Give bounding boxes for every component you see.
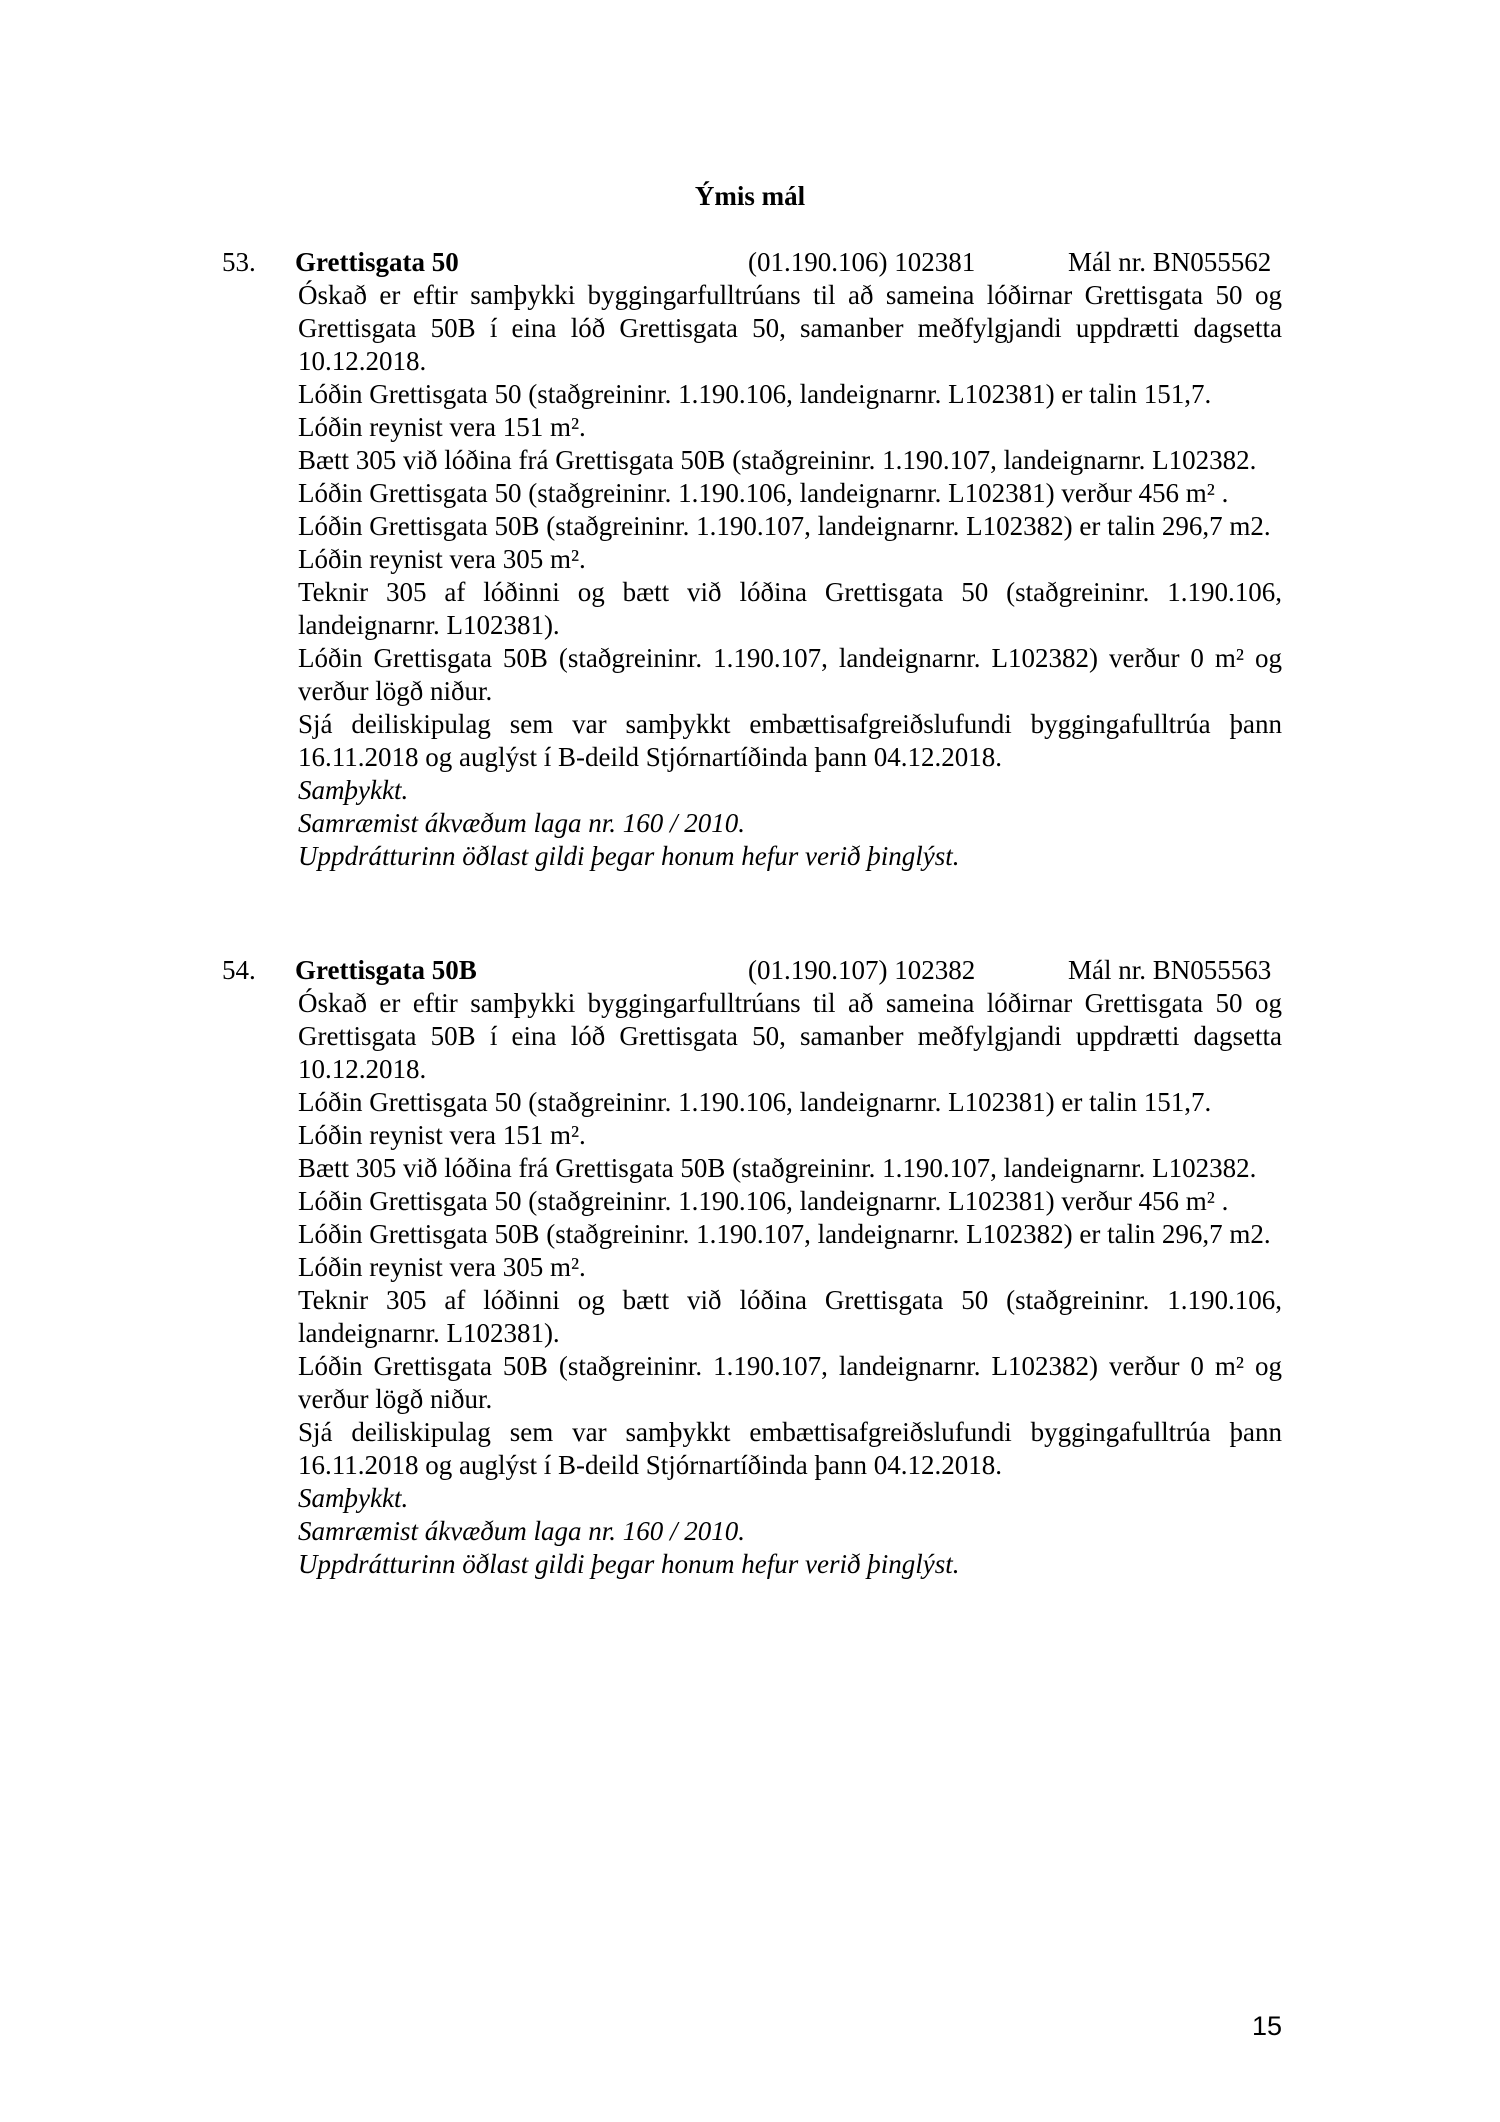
case-paragraph: Lóðin reynist vera 305 m². <box>298 1252 586 1282</box>
case-paragraph: Óskað er eftir samþykki byggingarfulltrúans til að sameina lóðirnar Grettisgata 50 og Grettisgata 50B í eina lóð Grettisgata 50, samanber meðfylgjandi uppdrætti dagsetta 10.12.2018. <box>298 280 1282 376</box>
decision-line: Samþykkt. <box>298 1483 409 1513</box>
decision-line: Uppdrátturinn öðlast gildi þegar honum hefur verið þinglýst. <box>298 1549 960 1579</box>
case-paragraph: Sjá deiliskipulag sem var samþykkt embættisafgreiðslufundi byggingafulltrúa þann 16.11.2018 og auglýst í B-deild Stjórnartíðinda þann 04.12.2018. <box>298 1417 1282 1480</box>
case-paragraph: Lóðin Grettisgata 50 (staðgreininr. 1.190.106, landeignarnr. L102381) verður 456 m² . <box>298 478 1229 508</box>
decision-line: Uppdrátturinn öðlast gildi þegar honum hefur verið þinglýst. <box>298 841 960 871</box>
case-paragraph: Teknir 305 af lóðinni og bætt við lóðina Grettisgata 50 (staðgreininr. 1.190.106, landeignarnr. L102381). <box>298 577 1282 640</box>
case-item <box>0 954 1500 1581</box>
case-lot-id: (01.190.107) 102382 <box>748 955 976 985</box>
case-paragraph: Lóðin Grettisgata 50 (staðgreininr. 1.190.106, landeignarnr. L102381) er talin 151,7. <box>298 379 1212 409</box>
case-paragraph: Lóðin reynist vera 151 m². <box>298 412 586 442</box>
case-paragraph: Lóðin Grettisgata 50B (staðgreininr. 1.190.107, landeignarnr. L102382) verður 0 m² og verður lögð niður. <box>298 1351 1282 1414</box>
case-lot-id: (01.190.106) 102381 <box>748 247 976 277</box>
case-number: 53. <box>222 247 256 277</box>
case-paragraph: Lóðin reynist vera 305 m². <box>298 544 586 574</box>
case-paragraph: Lóðin Grettisgata 50B (staðgreininr. 1.190.107, landeignarnr. L102382) er talin 296,7 m2. <box>298 511 1271 541</box>
case-paragraph: Lóðin reynist vera 151 m². <box>298 1120 586 1150</box>
case-paragraph: Lóðin Grettisgata 50 (staðgreininr. 1.190.106, landeignarnr. L102381) er talin 151,7. <box>298 1087 1212 1117</box>
case-paragraph: Lóðin Grettisgata 50 (staðgreininr. 1.190.106, landeignarnr. L102381) verður 456 m² . <box>298 1186 1229 1216</box>
case-body <box>298 279 1282 873</box>
case-paragraph: Bætt 305 við lóðina frá Grettisgata 50B (staðgreininr. 1.190.107, landeignarnr. L102382. <box>298 445 1257 475</box>
case-item <box>0 246 1500 873</box>
case-paragraph: Lóðin Grettisgata 50B (staðgreininr. 1.190.107, landeignarnr. L102382) er talin 296,7 m2. <box>298 1219 1271 1249</box>
case-header <box>0 246 1500 279</box>
page-number: 15 <box>1251 2011 1282 2041</box>
case-paragraph: Óskað er eftir samþykki byggingarfulltrúans til að sameina lóðirnar Grettisgata 50 og Grettisgata 50B í eina lóð Grettisgata 50, samanber meðfylgjandi uppdrætti dagsetta 10.12.2018. <box>298 988 1282 1084</box>
case-body <box>298 987 1282 1581</box>
case-address: Grettisgata 50B <box>295 955 477 985</box>
case-reference: Mál nr. BN055563 <box>1068 955 1272 985</box>
case-paragraph: Sjá deiliskipulag sem var samþykkt embættisafgreiðslufundi byggingafulltrúa þann 16.11.2018 og auglýst í B-deild Stjórnartíðinda þann 04.12.2018. <box>298 709 1282 772</box>
case-number: 54. <box>222 955 256 985</box>
decision-line: Samræmist ákvæðum laga nr. 160 / 2010. <box>298 1516 746 1546</box>
case-address: Grettisgata 50 <box>295 247 459 277</box>
case-header <box>0 954 1500 987</box>
section-heading: Ýmis mál <box>694 181 806 211</box>
case-paragraph: Teknir 305 af lóðinni og bætt við lóðina Grettisgata 50 (staðgreininr. 1.190.106, landeignarnr. L102381). <box>298 1285 1282 1348</box>
decision-line: Samþykkt. <box>298 775 409 805</box>
case-paragraph: Lóðin Grettisgata 50B (staðgreininr. 1.190.107, landeignarnr. L102382) verður 0 m² og verður lögð niður. <box>298 643 1282 706</box>
case-paragraph: Bætt 305 við lóðina frá Grettisgata 50B (staðgreininr. 1.190.107, landeignarnr. L102382. <box>298 1153 1257 1183</box>
case-reference: Mál nr. BN055562 <box>1068 247 1272 277</box>
decision-line: Samræmist ákvæðum laga nr. 160 / 2010. <box>298 808 746 838</box>
